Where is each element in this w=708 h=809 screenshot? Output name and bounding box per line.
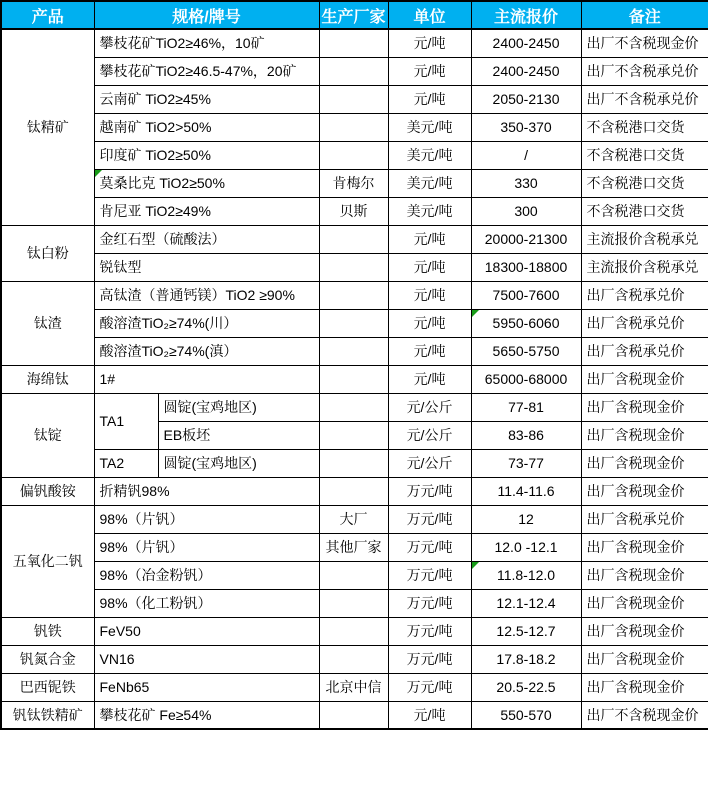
price-cell-with-note-marker: 5950-6060 (471, 309, 581, 337)
manufacturer-cell (319, 701, 388, 729)
unit-cell: 万元/吨 (388, 589, 471, 617)
table-row (1, 85, 708, 113)
unit-cell: 元/吨 (388, 281, 471, 309)
table-row (1, 141, 708, 169)
manufacturer-cell (319, 253, 388, 281)
form-cell: 圆锭(宝鸡地区) (158, 449, 319, 477)
remark-cell: 出厂含税承兑价 (581, 505, 708, 533)
manufacturer-cell (319, 141, 388, 169)
unit-cell: 元/吨 (388, 57, 471, 85)
product-cell: 五氧化二钒 (1, 505, 94, 617)
spec-cell: 肯尼亚 TiO2≥49% (94, 197, 319, 225)
remark-cell: 出厂含税现金价 (581, 673, 708, 701)
remark-cell: 出厂不含税现金价 (581, 701, 708, 729)
remark-cell: 不含税港口交货 (581, 141, 708, 169)
remark-cell: 不含税港口交货 (581, 113, 708, 141)
remark-cell: 出厂含税现金价 (581, 617, 708, 645)
spec-cell: 高钛渣（普通钙镁）TiO2 ≥90% (94, 281, 319, 309)
table-row (1, 197, 708, 225)
grade-cell: TA1 (94, 393, 158, 449)
col-header-remark: 备注 (581, 1, 708, 29)
price-cell: 2050-2130 (471, 85, 581, 113)
price-cell: 350-370 (471, 113, 581, 141)
unit-cell: 万元/吨 (388, 477, 471, 505)
table-row (1, 477, 708, 505)
table-row (1, 645, 708, 673)
product-cell: 钛白粉 (1, 225, 94, 281)
unit-cell: 美元/吨 (388, 141, 471, 169)
manufacturer-cell (319, 449, 388, 477)
table-row (1, 253, 708, 281)
table-row (1, 533, 708, 561)
spec-cell: 98%（冶金粉钒） (94, 561, 319, 589)
price-cell: 330 (471, 169, 581, 197)
unit-cell: 元/公斤 (388, 393, 471, 421)
price-cell: 7500-7600 (471, 281, 581, 309)
manufacturer-cell (319, 309, 388, 337)
manufacturer-cell (319, 337, 388, 365)
remark-cell: 出厂含税现金价 (581, 421, 708, 449)
spec-cell: 越南矿 TiO2>50% (94, 113, 319, 141)
table-row (1, 225, 708, 253)
table-row (1, 561, 708, 589)
unit-cell: 元/吨 (388, 701, 471, 729)
form-cell: EB板坯 (158, 421, 319, 449)
unit-cell: 万元/吨 (388, 673, 471, 701)
price-cell: 17.8-18.2 (471, 645, 581, 673)
manufacturer-cell: 其他厂家 (319, 533, 388, 561)
col-header-unit: 单位 (388, 1, 471, 29)
manufacturer-cell (319, 57, 388, 85)
remark-cell: 出厂不含税承兑价 (581, 57, 708, 85)
price-cell: 73-77 (471, 449, 581, 477)
manufacturer-cell (319, 85, 388, 113)
spec-cell: 酸溶渣TiO₂≥74%(滇） (94, 337, 319, 365)
table-row (1, 617, 708, 645)
price-cell: 12.0 -12.1 (471, 533, 581, 561)
price-cell: 20000-21300 (471, 225, 581, 253)
price-cell: 12 (471, 505, 581, 533)
spec-cell: 印度矿 TiO2≥50% (94, 141, 319, 169)
spec-cell: FeNb65 (94, 673, 319, 701)
spec-cell: FeV50 (94, 617, 319, 645)
unit-cell: 元/吨 (388, 29, 471, 57)
manufacturer-cell (319, 29, 388, 57)
remark-cell: 出厂含税现金价 (581, 645, 708, 673)
unit-cell: 元/吨 (388, 337, 471, 365)
product-cell: 巴西铌铁 (1, 673, 94, 701)
product-cell: 钛锭 (1, 393, 94, 477)
price-cell: 11.4-11.6 (471, 477, 581, 505)
manufacturer-cell (319, 225, 388, 253)
product-cell: 钛精矿 (1, 29, 94, 225)
manufacturer-cell: 肯梅尔 (319, 169, 388, 197)
manufacturer-cell: 大厂 (319, 505, 388, 533)
unit-cell: 万元/吨 (388, 645, 471, 673)
table-row (1, 29, 708, 57)
unit-cell: 元/公斤 (388, 421, 471, 449)
remark-cell: 出厂含税现金价 (581, 561, 708, 589)
manufacturer-cell (319, 477, 388, 505)
spec-cell: VN16 (94, 645, 319, 673)
spec-cell: 云南矿 TiO2≥45% (94, 85, 319, 113)
price-cell-with-note-marker: 11.8-12.0 (471, 561, 581, 589)
table-row (1, 337, 708, 365)
spec-cell: 折精钒98% (94, 477, 319, 505)
remark-cell: 出厂不含税承兑价 (581, 85, 708, 113)
price-cell: 300 (471, 197, 581, 225)
price-cell: 65000-68000 (471, 365, 581, 393)
manufacturer-cell (319, 645, 388, 673)
form-cell: 圆锭(宝鸡地区) (158, 393, 319, 421)
product-cell: 海绵钛 (1, 365, 94, 393)
product-cell: 偏钒酸铵 (1, 477, 94, 505)
remark-cell: 出厂含税承兑价 (581, 337, 708, 365)
spec-cell-with-note-marker: 莫桑比克 TiO2≥50% (94, 169, 319, 197)
table-row (1, 449, 708, 477)
unit-cell: 元/吨 (388, 253, 471, 281)
spec-cell: 攀枝花矿TiO2≥46.5-47%，20矿 (94, 57, 319, 85)
col-header-product: 产品 (1, 1, 94, 29)
unit-cell: 元/吨 (388, 365, 471, 393)
manufacturer-cell (319, 561, 388, 589)
unit-cell: 美元/吨 (388, 197, 471, 225)
remark-cell: 主流报价含税承兑 (581, 253, 708, 281)
unit-cell: 美元/吨 (388, 169, 471, 197)
table-row (1, 57, 708, 85)
unit-cell: 万元/吨 (388, 505, 471, 533)
unit-cell: 元/吨 (388, 85, 471, 113)
table-row (1, 365, 708, 393)
remark-cell: 不含税港口交货 (581, 169, 708, 197)
product-cell: 钒氮合金 (1, 645, 94, 673)
remark-cell: 不含税港口交货 (581, 197, 708, 225)
manufacturer-cell: 北京中信 (319, 673, 388, 701)
spec-cell: 98%（片钒） (94, 533, 319, 561)
remark-cell: 主流报价含税承兑 (581, 225, 708, 253)
remark-cell: 出厂含税现金价 (581, 449, 708, 477)
col-header-spec: 规格/牌号 (94, 1, 319, 29)
manufacturer-cell (319, 281, 388, 309)
product-cell: 钛渣 (1, 281, 94, 365)
unit-cell: 元/吨 (388, 309, 471, 337)
unit-cell: 元/吨 (388, 225, 471, 253)
manufacturer-cell (319, 393, 388, 421)
remark-cell: 出厂含税承兑价 (581, 281, 708, 309)
table-row (1, 505, 708, 533)
product-cell: 钒铁 (1, 617, 94, 645)
col-header-price: 主流报价 (471, 1, 581, 29)
header-row (1, 1, 708, 29)
table-row (1, 673, 708, 701)
price-cell: / (471, 141, 581, 169)
remark-cell: 出厂含税现金价 (581, 477, 708, 505)
manufacturer-cell (319, 589, 388, 617)
remark-cell: 出厂不含税现金价 (581, 29, 708, 57)
unit-cell: 万元/吨 (388, 561, 471, 589)
manufacturer-cell (319, 421, 388, 449)
price-cell: 18300-18800 (471, 253, 581, 281)
manufacturer-cell: 贝斯 (319, 197, 388, 225)
product-cell: 钒钛铁精矿 (1, 701, 94, 729)
price-cell: 2400-2450 (471, 57, 581, 85)
spec-cell: 锐钛型 (94, 253, 319, 281)
manufacturer-cell (319, 617, 388, 645)
remark-cell: 出厂含税现金价 (581, 365, 708, 393)
spec-cell: 攀枝花矿 Fe≥54% (94, 701, 319, 729)
price-cell: 550-570 (471, 701, 581, 729)
price-cell: 12.5-12.7 (471, 617, 581, 645)
remark-cell: 出厂含税现金价 (581, 393, 708, 421)
grade-cell: TA2 (94, 449, 158, 477)
unit-cell: 万元/吨 (388, 533, 471, 561)
col-header-manufacturer: 生产厂家 (319, 1, 388, 29)
price-cell: 12.1-12.4 (471, 589, 581, 617)
price-cell: 5650-5750 (471, 337, 581, 365)
remark-cell: 出厂含税现金价 (581, 589, 708, 617)
price-cell: 2400-2450 (471, 29, 581, 57)
price-cell: 20.5-22.5 (471, 673, 581, 701)
price-cell: 83-86 (471, 421, 581, 449)
table-row (1, 393, 708, 421)
spec-cell: 酸溶渣TiO₂≥74%(川） (94, 309, 319, 337)
table-row (1, 589, 708, 617)
spec-cell: 98%（化工粉钒） (94, 589, 319, 617)
price-cell: 77-81 (471, 393, 581, 421)
manufacturer-cell (319, 365, 388, 393)
unit-cell: 元/公斤 (388, 449, 471, 477)
manufacturer-cell (319, 113, 388, 141)
unit-cell: 万元/吨 (388, 617, 471, 645)
remark-cell: 出厂含税现金价 (581, 533, 708, 561)
table-row (1, 701, 708, 729)
unit-cell: 美元/吨 (388, 113, 471, 141)
table-row (1, 169, 708, 197)
spec-cell: 1# (94, 365, 319, 393)
table-row (1, 281, 708, 309)
table-row (1, 309, 708, 337)
remark-cell: 出厂含税承兑价 (581, 309, 708, 337)
spec-cell: 金红石型（硫酸法） (94, 225, 319, 253)
spec-cell: 攀枝花矿TiO2≥46%，10矿 (94, 29, 319, 57)
spec-cell: 98%（片钒） (94, 505, 319, 533)
table-row (1, 113, 708, 141)
